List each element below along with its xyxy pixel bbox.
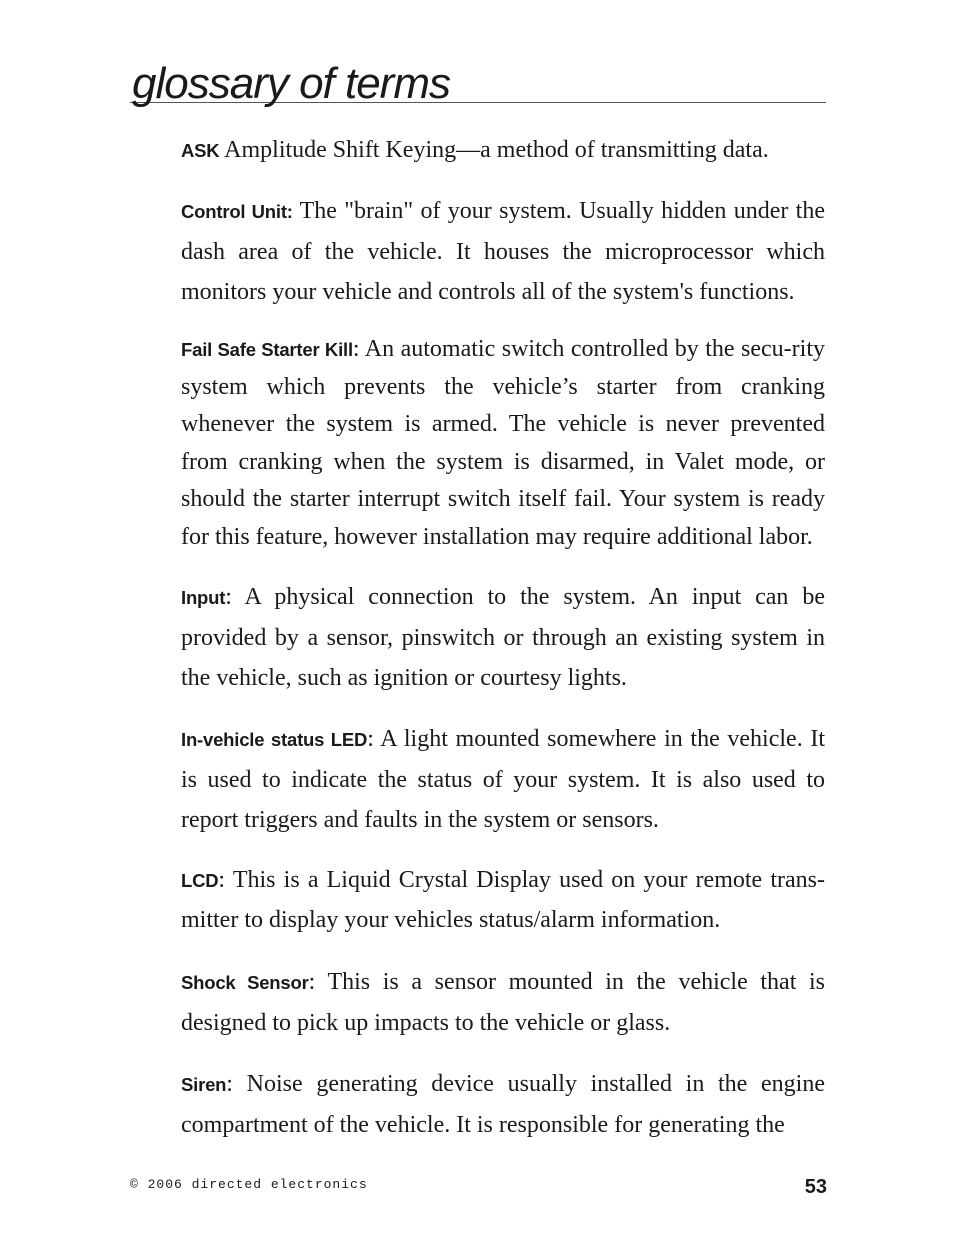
glossary-term: Shock Sensor xyxy=(181,972,309,993)
glossary-definition: : This is a Liquid Crystal Display used on your remote trans-mitter to display your vehicles status/alarm information. xyxy=(181,867,825,933)
glossary-term: LCD xyxy=(181,870,219,891)
page-header xyxy=(130,59,826,108)
page-title: glossary of terms xyxy=(132,59,450,108)
glossary-entry-input xyxy=(181,577,825,698)
glossary-entry-siren xyxy=(181,1064,825,1145)
glossary-entry-in-vehicle-status-led xyxy=(181,719,825,840)
page-number: 53 xyxy=(804,1176,827,1198)
glossary-entry-control-unit xyxy=(181,191,825,312)
copyright-notice: © 2006 directed electronics xyxy=(130,1177,368,1192)
glossary-definition: The "brain" of your system. Usually hidden under the dash area of the vehicle. It houses the microprocessor which monitors your vehicle and controls all of the system's functions. xyxy=(181,198,825,305)
glossary-term: Control Unit: xyxy=(181,201,293,222)
glossary-term: Fail Safe Starter Kill xyxy=(181,339,353,360)
glossary-definition: : An automatic switch controlled by the secu-rity system which prevents the vehicle’s starter from cranking whenever the system is armed. The vehicle is never prevented from cranking when the system is disarmed, in Valet mode, or should the starter interrupt switch itself fail. Your system is ready for this feature, however installation may require additional labor. xyxy=(181,336,825,550)
glossary-entry-shock-sensor xyxy=(181,962,825,1043)
glossary-term: Siren xyxy=(181,1074,227,1095)
glossary-definition: : A light mounted somewhere in the vehicle. It is used to indicate the status of your system. It is also used to report triggers and faults in the system or sensors. xyxy=(181,726,826,833)
glossary-list xyxy=(181,131,825,1145)
glossary-term: In-vehicle status LED xyxy=(181,729,368,750)
glossary-definition: Amplitude Shift Keying—a method of transmitting data. xyxy=(219,137,769,163)
glossary-term: ASK xyxy=(181,140,220,161)
glossary-entry-ask xyxy=(181,131,825,170)
glossary-definition: : A physical connection to the system. An input can be provided by a sensor, pinswitch or through an existing system in the vehicle, such as ignition or courtesy lights. xyxy=(181,584,825,691)
glossary-definition: : This is a sensor mounted in the vehicle that is designed to pick up impacts to the vehicle or glass. xyxy=(181,969,825,1036)
glossary-term: Input xyxy=(181,587,226,608)
glossary-definition: : Noise generating device usually installed in the engine compartment of the vehicle. It is responsible for generating the xyxy=(181,1071,825,1138)
glossary-entry-lcd xyxy=(181,861,825,940)
glossary-entry-fail-safe-starter-kill xyxy=(181,331,825,556)
